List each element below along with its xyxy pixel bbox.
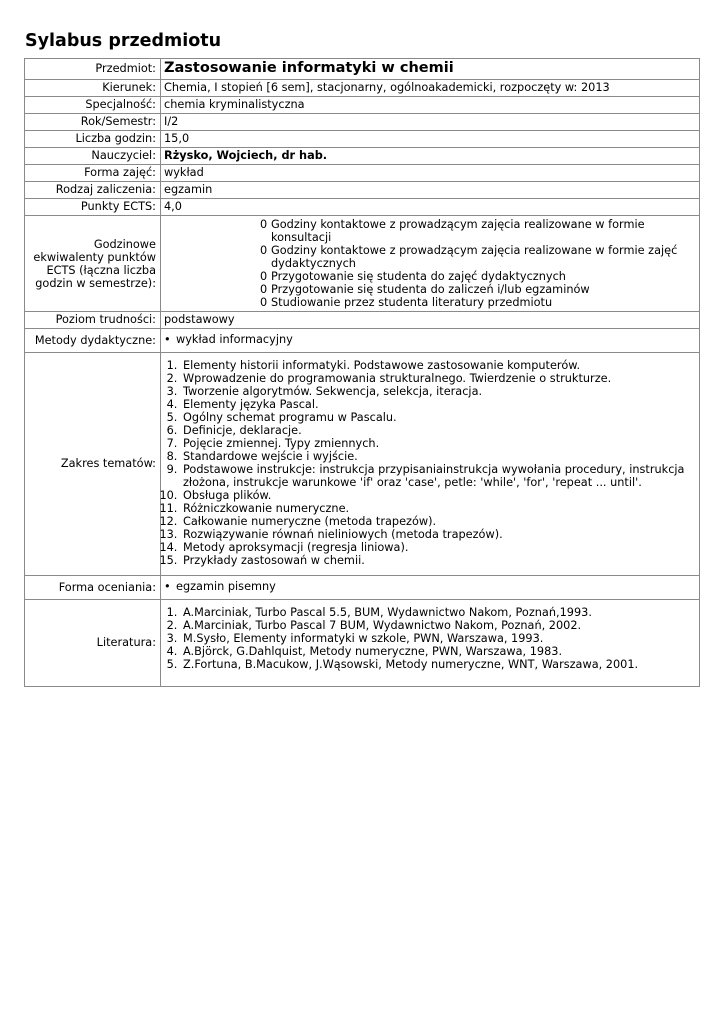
label-poziom-trudnosci: Poziom trudności: [25,312,161,329]
row-kierunek [25,80,700,97]
row-rodzaj-zaliczenia [25,182,700,199]
assessment-list [164,580,696,593]
value-kierunek: Chemia, I stopień [6 sem], stacjonarny, ogólnoakademicki, rozpoczęty w: 2013 [161,80,700,97]
row-literatura [25,600,700,687]
label-punkty-ects: Punkty ECTS: [25,199,161,216]
list-item: 5. Ogólny schemat programu w Pascalu. [181,411,696,424]
list-item: 4. A.Björck, G.Dahlquist, Metody numeryczne, PWN, Warszawa, 1983. [181,645,696,658]
label-kierunek: Kierunek: [25,80,161,97]
literature-list [164,606,696,671]
list-item: 2. A.Marciniak, Turbo Pascal 7 BUM, Wydawnictwo Nakom, Poznań, 2002. [181,619,696,632]
label-nauczyciel: Nauczyciel: [25,148,161,165]
value-zakres-tematow [161,353,700,576]
list-item: 12. Całkowanie numeryczne (metoda trapezów). [181,515,696,528]
list-item: 7. Pojęcie zmiennej. Typy zmiennych. [181,437,696,450]
row-godzinowe [25,216,700,312]
label-literatura: Literatura: [25,600,161,687]
row-zakres-tematow [25,353,700,576]
value-forma-zajec: wykład [161,165,700,182]
ects-hours-item [260,244,696,270]
value-godzinowe [161,216,700,312]
row-liczba-godzin [25,131,700,148]
row-rok-semestr [25,114,700,131]
list-item: 6. Definicje, deklaracje. [181,424,696,437]
syllabus-table [24,58,700,687]
row-forma-zajec [25,165,700,182]
ects-hours-value: 0 [260,270,268,283]
list-item: • egzamin pisemny [164,580,696,593]
list-item: 1. A.Marciniak, Turbo Pascal 5.5, BUM, Wydawnictwo Nakom, Poznań,1993. [181,606,696,619]
label-zakres-tematow: Zakres tematów: [25,353,161,576]
ects-hours-text: Godziny kontaktowe z prowadzącym zajęcia realizowane w formie zajęć dydaktycznych [271,244,678,270]
list-item: 3. Tworzenie algorytmów. Sekwencja, selekcja, iteracja. [181,385,696,398]
ects-hours-item [260,218,696,244]
ects-hours-value: 0 [260,283,268,296]
ects-hours-text: Przygotowanie się studenta do zajęć dydaktycznych [271,270,566,283]
value-punkty-ects: 4,0 [161,199,700,216]
row-metody-dydaktyczne [25,329,700,353]
label-rodzaj-zaliczenia: Rodzaj zaliczenia: [25,182,161,199]
label-forma-zajec: Forma zajęć: [25,165,161,182]
list-item: 1. Elementy historii informatyki. Podstawowe zastosowanie komputerów. [181,359,696,372]
row-punkty-ects [25,199,700,216]
label-specjalnosc: Specjalność: [25,97,161,114]
page-title: Sylabus przedmiotu [25,31,222,51]
row-specjalnosc [25,97,700,114]
list-item: 5. Z.Fortuna, B.Macukow, J.Wąsowski, Metody numeryczne, WNT, Warszawa, 2001. [181,658,696,671]
list-item: 2. Wprowadzenie do programowania strukturalnego. Twierdzenie o strukturze. [181,372,696,385]
topics-list [164,359,696,567]
value-nauczyciel: Rżysko, Wojciech, dr hab. [161,148,700,165]
ects-hours-text: Przygotowanie się studenta do zaliczeń i/lub egzaminów [271,283,590,296]
list-item: 4. Elementy języka Pascal. [181,398,696,411]
label-rok-semestr: Rok/Semestr: [25,114,161,131]
value-rodzaj-zaliczenia: egzamin [161,182,700,199]
value-rok-semestr: I/2 [161,114,700,131]
ects-hours-value: 0 [260,296,268,309]
list-item: • wykład informacyjny [164,333,696,346]
label-metody-dydaktyczne: Metody dydaktyczne: [25,329,161,353]
ects-hours-text: Godziny kontaktowe z prowadzącym zajęcia realizowane w formie konsultacji [271,218,645,244]
label-forma-oceniania: Forma oceniania: [25,576,161,600]
value-forma-oceniania [161,576,700,600]
ects-hours-value: 0 [260,218,268,231]
list-item: 9. Podstawowe instrukcje: instrukcja przypisaniainstrukcja wywołania procedury, instrukcja złożona, instrukcje warunkowe 'if' oraz 'case', petle: 'while', 'for', 'repeat ... until'. [181,463,696,489]
row-poziom-trudnosci [25,312,700,329]
list-item: 3. M.Sysło, Elementy informatyki w szkole, PWN, Warszawa, 1993. [181,632,696,645]
ects-hours-text: Studiowanie przez studenta literatury przedmiotu [271,296,553,309]
row-nauczyciel [25,148,700,165]
row-forma-oceniania [25,576,700,600]
label-przedmiot: Przedmiot: [25,59,161,80]
ects-hours-item [260,296,696,309]
ects-hours-item [260,283,696,296]
value-poziom-trudnosci: podstawowy [161,312,700,329]
row-przedmiot [25,59,700,80]
value-specjalnosc: chemia kryminalistyczna [161,97,700,114]
value-metody-dydaktyczne [161,329,700,353]
ects-hours-list [164,217,696,309]
label-liczba-godzin: Liczba godzin: [25,131,161,148]
ects-hours-item [260,270,696,283]
ects-hours-value: 0 [260,244,268,257]
value-przedmiot: Zastosowanie informatyki w chemii [161,59,700,80]
list-item: 10. Obsługa plików. [181,489,696,502]
list-item: 14. Metody aproksymacji (regresja liniowa). [181,541,696,554]
list-item: 11. Różniczkowanie numeryczne. [181,502,696,515]
methods-list [164,333,696,346]
label-godzinowe: Godzinowe ekwiwalenty punktów ECTS (łączna liczba godzin w semestrze): [25,216,161,312]
list-item: 13. Rozwiązywanie równań nieliniowych (metoda trapezów). [181,528,696,541]
value-liczba-godzin: 15,0 [161,131,700,148]
value-literatura [161,600,700,687]
list-item: 15. Przykłady zastosowań w chemii. [181,554,696,567]
list-item: 8. Standardowe wejście i wyjście. [181,450,696,463]
